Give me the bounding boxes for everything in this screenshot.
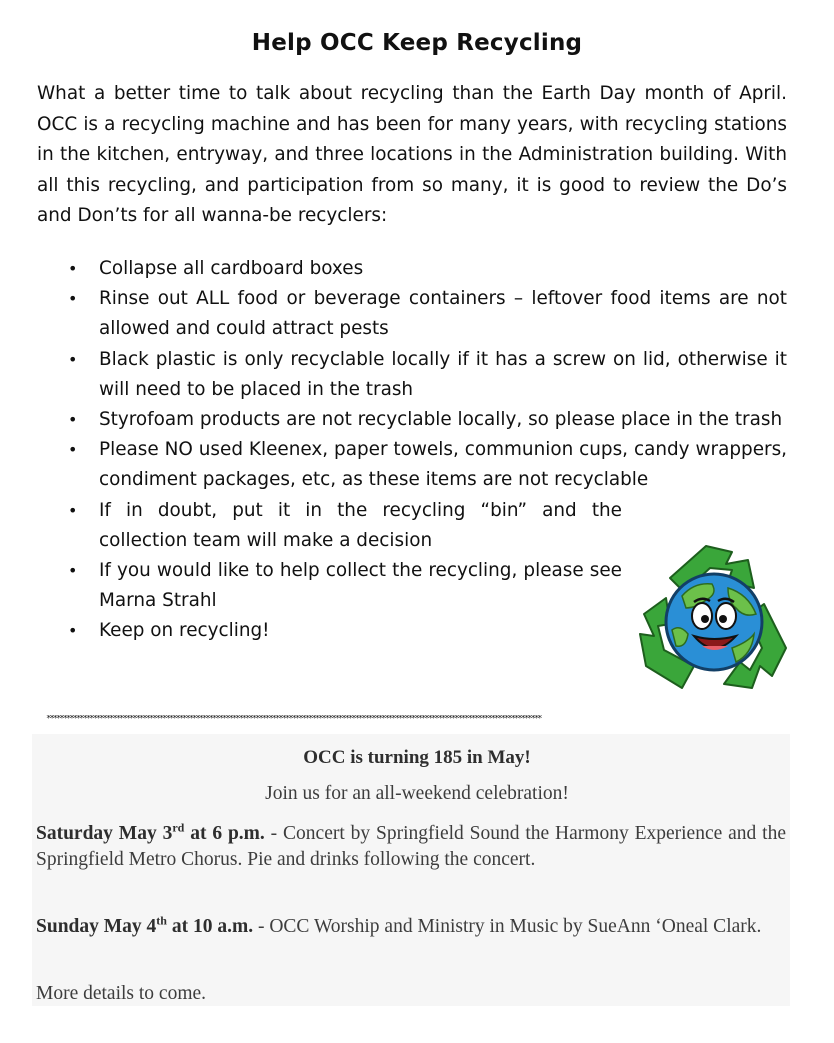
sunday-label: Sunday May 4th at 10 a.m.: [36, 913, 254, 937]
list-item: [60, 405, 787, 435]
page-title: Help OCC Keep Recycling: [251, 30, 583, 56]
intro-paragraph: What a better time to talk about recycling than the Earth Day month of April. OCC is a recycling machine and has been for many years, with recycling stations in the kitchen, entryway, and three locations in the Administration building. With all this recycling, and participation from so many, it is good to review the Do’s and Don’ts for all wanna-be recyclers:: [37, 83, 787, 226]
saturday-event: [36, 821, 786, 873]
list-item: [60, 284, 787, 344]
bullet-glyph: •: [68, 349, 78, 369]
bullet-glyph: •: [68, 289, 78, 309]
list-item-text: Rinse out ALL food or beverage containers – leftover food items are not allowed and could attract pests: [99, 288, 787, 340]
bullet-glyph: •: [68, 561, 78, 581]
sunday-text: - OCC Worship and Ministry in Music by SueAnn ‘Oneal Clark.: [253, 916, 762, 937]
saturday-label: Saturday May 3rd at 6 p.m.: [36, 820, 265, 844]
list-item: [60, 254, 787, 284]
closing-note: More details to come.: [36, 983, 207, 1004]
bullet-glyph: •: [68, 621, 78, 641]
list-item: [60, 496, 622, 556]
bullet-glyph: •: [68, 259, 78, 278]
bullet-glyph: •: [68, 500, 78, 520]
list-item-text: Collapse all cardboard boxes: [99, 258, 364, 279]
event-title: OCC is turning 185 in May!: [303, 747, 531, 768]
list-item: [60, 556, 622, 616]
list-item-text: If you would like to help collect the recycling, please see Marna Strahl: [99, 560, 622, 612]
list-item-text: Keep on recycling!: [99, 620, 270, 642]
earth-recycling-icon: [636, 538, 790, 698]
sunday-event: [36, 914, 786, 940]
list-item: [60, 435, 787, 495]
list-item: [60, 345, 787, 405]
divider: *****************************************************************************************************************************************************: [46, 715, 541, 723]
list-item-text: Styrofoam products are not recyclable locally, so please place in the trash: [99, 409, 783, 431]
list-item-text: Please NO used Kleenex, paper towels, communion cups, candy wrappers, condiment packages, etc, as these items are not recyclable: [99, 439, 787, 491]
bullet-glyph: •: [68, 440, 78, 460]
bullet-glyph: •: [68, 410, 78, 430]
list-item: [60, 616, 622, 646]
saturday-text: - Concert by Springfield Sound the Harmony Experience and the Springfield Metro Chorus. Pie and drinks following the concert.: [36, 823, 787, 870]
list-item-text: Black plastic is only recyclable locally if it has a screw on lid, otherwise it will need to be placed in the trash: [99, 348, 787, 400]
list-item-text: If in doubt, put it in the recycling “bin” and the collection team will make a decision: [99, 499, 622, 551]
event-subtitle: Join us for an all-weekend celebration!: [265, 783, 569, 804]
